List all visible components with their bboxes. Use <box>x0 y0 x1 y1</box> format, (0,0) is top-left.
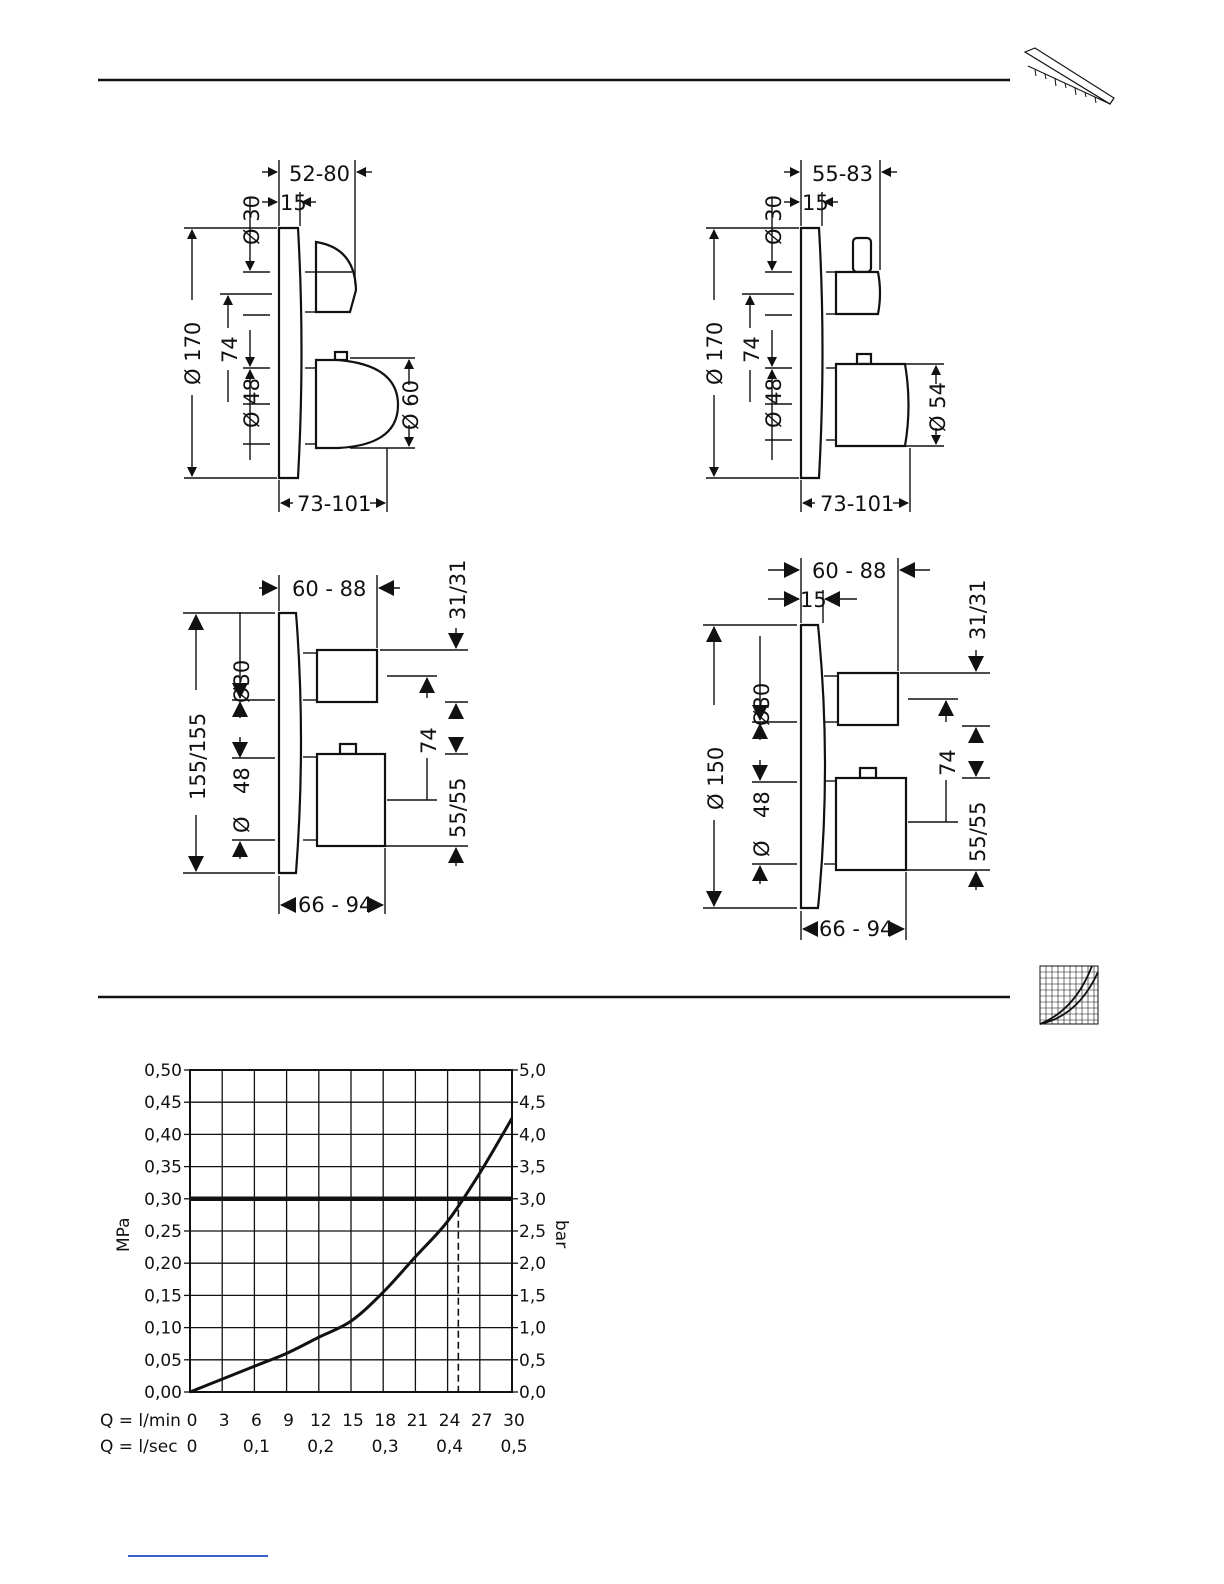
x-tick-label-lsec: 0,1 <box>242 1437 270 1457</box>
right-tick-label: 0,5 <box>519 1350 547 1371</box>
left-tick-label: 0,25 <box>144 1222 182 1242</box>
plate-dia-label: Ø 150 <box>704 746 728 810</box>
bottom-depth-label: 66 - 94 <box>819 917 894 941</box>
right-tick-label: 1,0 <box>519 1318 547 1339</box>
right-tick-label: 3,0 <box>519 1189 547 1210</box>
lower-handle <box>836 778 906 870</box>
lower-dia-label: Ø 48 <box>762 378 786 428</box>
lower-handle <box>317 754 385 846</box>
wall-offset-label: 15 <box>800 588 827 612</box>
overall-depth-label: 52-80 <box>289 162 351 186</box>
left-tick-label: 0,35 <box>144 1157 182 1178</box>
upper-handle <box>316 242 356 312</box>
right-tick-label: 4,5 <box>519 1093 547 1114</box>
x-tick-label-lmin: 18 <box>374 1411 397 1431</box>
lower-offset-label: 55/55 <box>446 777 470 838</box>
plate-dim-label: 155/155 <box>186 712 210 800</box>
x-tick-label-lmin: 15 <box>342 1411 364 1431</box>
x-tick-label-lmin: 9 <box>283 1411 295 1431</box>
x-tick-label-lmin: 27 <box>470 1411 493 1431</box>
wall-plate <box>279 228 302 478</box>
right-axis-unit: bar <box>551 1220 571 1249</box>
left-tick-label: 0,10 <box>144 1318 182 1339</box>
drawing-bottom-left <box>183 559 470 917</box>
top-offset-label: 31/31 <box>446 559 470 620</box>
right-tick-label: 3,5 <box>519 1157 547 1178</box>
right-tick-label: 2,5 <box>519 1222 547 1242</box>
plate-dia-label: Ø 170 <box>181 321 205 385</box>
left-axis-ticks <box>144 1061 190 1403</box>
overall-depth-label: 55-83 <box>812 162 874 186</box>
x-tick-label-lmin: 24 <box>438 1411 461 1431</box>
spacing-label: 74 <box>417 727 441 754</box>
lower-dia-symbol: Ø <box>230 816 254 833</box>
left-axis-unit: MPa <box>114 1217 134 1252</box>
drawing-bottom-right <box>703 558 990 941</box>
left-tick-label: 0,45 <box>144 1093 182 1114</box>
right-tick-label: 5,0 <box>519 1061 547 1081</box>
left-tick-label: 0,50 <box>144 1061 182 1081</box>
drawing-top-left <box>181 160 423 516</box>
lower-dia-symbol: Ø <box>750 840 774 857</box>
x-axis-lmin-ticks <box>187 1411 525 1431</box>
x-tick-label-lsec: 0,2 <box>307 1437 335 1457</box>
x-axis-lsec-label: Q = l/sec <box>100 1437 178 1457</box>
lower-dia-label: Ø 48 <box>240 378 264 428</box>
right-tick-label: 1,5 <box>519 1286 547 1307</box>
upper-dia-label: Ø 30 <box>762 195 786 245</box>
flow-chart-icon <box>1040 966 1098 1024</box>
upper-dia-label: Ø30 <box>750 682 774 726</box>
bottom-depth-label: 66 - 94 <box>298 893 373 917</box>
upper-dia-label: Ø30 <box>230 659 254 703</box>
chart-grid <box>190 1070 512 1392</box>
left-tick-label: 0,05 <box>144 1350 182 1371</box>
upper-lever <box>853 238 871 272</box>
x-tick-label-lmin: 21 <box>406 1411 429 1431</box>
right-axis-ticks <box>512 1061 546 1403</box>
lower-handle <box>316 360 398 448</box>
knob-dia-label: Ø 54 <box>926 382 950 432</box>
upper-handle <box>836 272 880 314</box>
right-tick-label: 0,0 <box>519 1383 547 1403</box>
x-tick-label-lsec: 0,4 <box>436 1437 464 1457</box>
upper-dia-label: Ø 30 <box>240 195 264 245</box>
drawing-top-right <box>703 160 950 516</box>
left-tick-label: 0,30 <box>144 1189 182 1210</box>
flow-pressure-chart <box>100 1061 571 1457</box>
right-tick-label: 4,0 <box>519 1125 547 1146</box>
wall-plate <box>801 228 823 478</box>
x-tick-label-lmin: 3 <box>218 1411 230 1431</box>
x-tick-label-lmin: 12 <box>309 1411 332 1431</box>
x-tick-label-lmin: 30 <box>503 1411 525 1431</box>
x-tick-label-lmin: 0 <box>186 1411 198 1431</box>
lower-dia-number: 48 <box>750 791 774 818</box>
x-tick-label-lmin: 6 <box>250 1411 262 1431</box>
upper-handle <box>838 673 898 725</box>
lower-dia-number: 48 <box>230 767 254 794</box>
wall-offset-label: 15 <box>280 191 307 215</box>
wall-offset-label: 15 <box>802 191 829 215</box>
overall-depth-label: 60 - 88 <box>292 577 367 601</box>
wall-plate <box>279 613 301 873</box>
knob-dia-label: Ø 60 <box>399 380 423 430</box>
overall-depth-label: 60 - 88 <box>812 559 887 583</box>
left-tick-label: 0,20 <box>144 1254 182 1275</box>
left-tick-label: 0,00 <box>144 1383 182 1403</box>
wall-plate <box>801 625 825 908</box>
top-offset-label: 31/31 <box>966 579 990 640</box>
x-tick-label-lsec: 0,5 <box>500 1437 528 1457</box>
lower-handle <box>836 364 909 446</box>
lower-offset-label: 55/55 <box>966 801 990 862</box>
right-tick-label: 2,0 <box>519 1254 547 1275</box>
x-axis-lsec-ticks <box>187 1437 528 1457</box>
spacing-label: 74 <box>218 336 242 363</box>
plate-dia-label: Ø 170 <box>703 321 727 385</box>
upper-handle <box>317 650 377 702</box>
ruler-icon <box>1025 48 1114 104</box>
left-tick-label: 0,15 <box>144 1286 182 1307</box>
bottom-depth-label: 73-101 <box>297 492 372 516</box>
spacing-label: 74 <box>936 749 960 776</box>
bottom-depth-label: 73-101 <box>820 492 895 516</box>
left-tick-label: 0,40 <box>144 1125 182 1146</box>
spacing-label: 74 <box>740 336 764 363</box>
x-tick-label-lsec: 0,3 <box>371 1437 399 1457</box>
x-axis-lmin-label: Q = l/min <box>100 1411 181 1431</box>
x-tick-label-lsec: 0 <box>186 1437 198 1457</box>
